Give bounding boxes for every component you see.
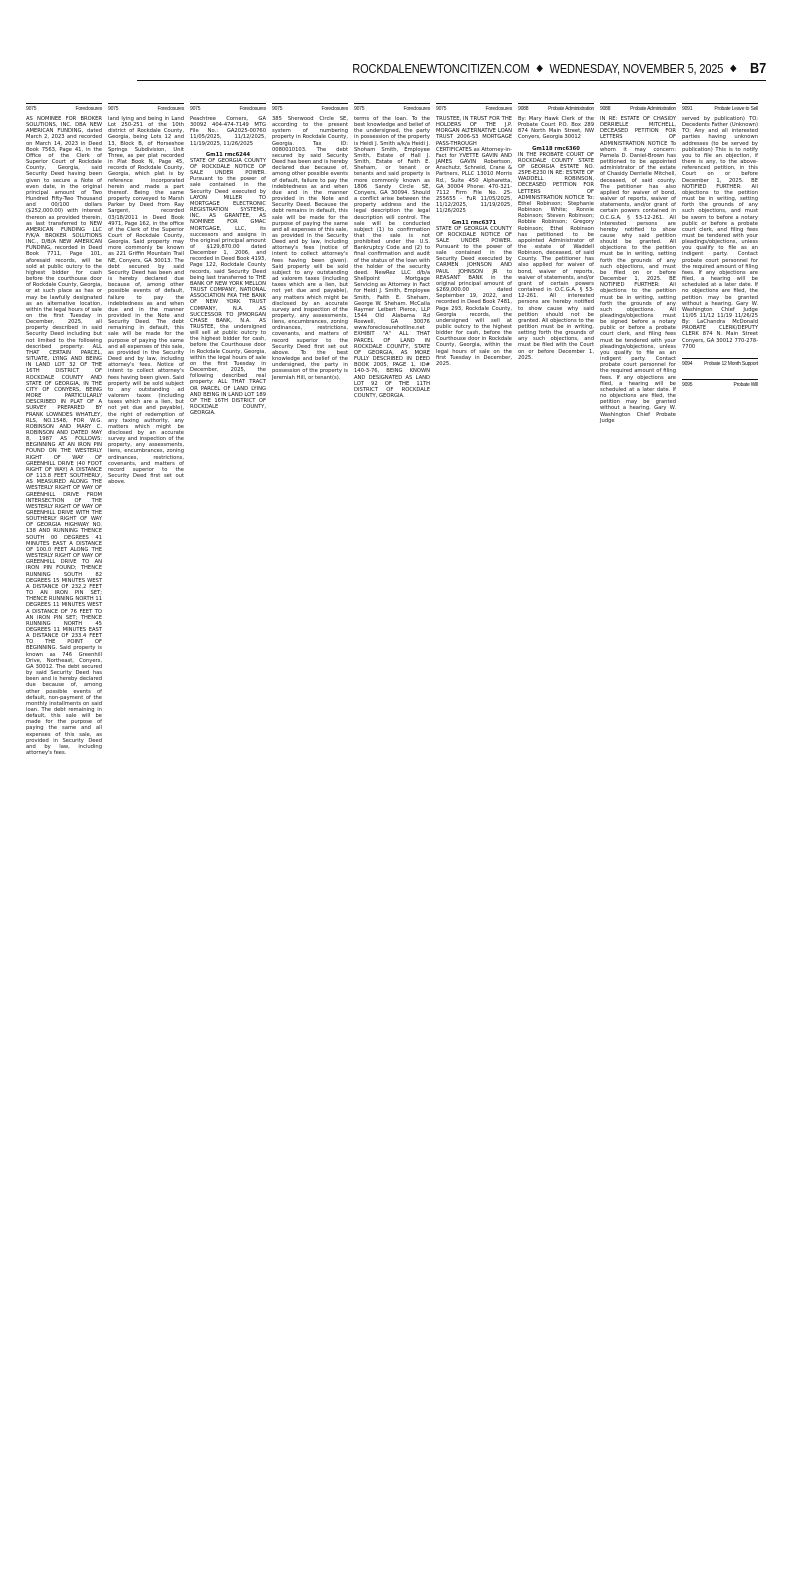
legal-notices-columns xyxy=(26,103,766,756)
section-code: 9075 xyxy=(190,106,201,112)
notice-column xyxy=(682,103,758,756)
notice-text: By: Mary Hawk Clerk of the Probate Court P.O. Box 289 874 North Main Street, NW Conyers, Georgia 30012 xyxy=(518,116,594,141)
section-category: Probate Leave to Sell xyxy=(714,106,758,112)
section-code: 9088 xyxy=(600,106,611,112)
section-category: Foreclosures xyxy=(239,106,266,112)
notice-column xyxy=(354,103,430,756)
section-header xyxy=(436,103,512,116)
section-code: 9094 xyxy=(682,360,693,367)
site-name: ROCKDALENEWTONCITIZEN.COM xyxy=(352,60,530,76)
page-number: B7 xyxy=(750,59,766,77)
section-header xyxy=(682,358,758,371)
notice-text: STATE OF GEORGIA COUNTY OF ROCKDALE NOTICE OF SALE UNDER POWER. Pursuant to the power of sale contained in the Security Deed executed by LAYON MILLER TO MORTGAGE ELECTRONIC REGISTRATION SYSTEMS, INC. AS GRANTEE, AS NOMINEE FOR GMAC MORTGAGE, LLC, its successors and assigns in the original principal amount of $129,870.00 dated December 1, 2006, and recorded in Deed Book 4193, Page 122, Rockdale County records, said Security Deed being last transferred to THE BANK OF NEW YORK MELLON TRUST COMPANY, NATIONAL ASSOCIATION FKA THE BANK OF NEW YORK TRUST COMPANY, N.A. AS SUCCESSOR TO JPMORGAN CHASE BANK, N.A. AS TRUSTEE, the undersigned will sell at public outcry to the highest bidder for cash, before the Courthouse door in Rockdale County, Georgia, within the legal hours of sale on the first Tuesday in December, 2025, the following described real property: ALL THAT TRACT OR PARCEL OF LAND LYING AND BEING IN LAND LOT 189 OF THE 16TH DISTRICT OF ROCKDALE COUNTY, GEORGIA. xyxy=(190,157,266,417)
notice-column xyxy=(436,103,512,756)
notice-text: STATE OF GEORGIA COUNTY OF ROCKDALE NOTICE OF SALE UNDER POWER. Pursuant to the power of sale contained in the Security Deed executed by CARMEN JOHNSON AND PAUL JOHNSON JR to REASANT BANK in the original principal amount of $269,000.00 dated September 19, 2022, and recorded in Deed Book 7481, Page 293, Rockdale County, Georgia records, the undersigned will sell at public outcry to the highest bidder for cash, before the Courthouse door in Rockdale County, Georgia, within the legal hours of sale on the first Tuesday in December, 2025. xyxy=(436,225,512,367)
section-header xyxy=(682,379,758,392)
section-header xyxy=(272,103,348,116)
section-header xyxy=(600,103,676,116)
notice-column xyxy=(190,103,266,756)
notice-text: IN THE PROBATE COURT OF ROCKDALE COUNTY STATE OF GEORGIA ESTATE NO. 25PE-E230 IN RE: ESTATE OF WADDELL ROBINSON, DECEASED PETITION FOR LETTERS OF ADMINISTRATION NOTICE To: Ethel Robinson; Stephanie Robinson White; Ronnie Robinson; Steven Robinson; Robbie Robinson; Gregory Robinson; Ethel Robinson has petitioned to be appointed Administrator of the estate of Waddell Robinson, deceased, of said County. The petitioner has also applied for waiver of bond, waiver of reports, waiver of statements, and/or grant of certain powers contained in O.C.G.A. § 53-12-261. All interested persons are hereby notified to show cause why said petition should not be granted. All objections to the petition must be in writing, setting forth the grounds of any such objections, and must be filed with the Court on or before December 1, 2025. xyxy=(518,151,594,361)
section-header xyxy=(190,103,266,116)
section-code: 9075 xyxy=(354,106,365,112)
notice-id: Gm11 rmc6371 xyxy=(451,219,497,226)
notice-text: 385 Sherwood Circle SE, according to the present system of numbering property in Rockdale County, Georgia. Tax ID: 0080010103. The debt secured by said Security Deed has been and is hereby declared due because of, among other possible events of default, failure to pay the indebtedness as and when due and in the manner provided in the Note and Security Deed. Because the debt remains in default, this sale will be made for the purpose of paying the same and all expenses of this sale, as provided in the Security Deed and by law, including attorney's fees (notice of intent to collect attorney's fees having been given). Said property will be sold subject to any outstanding ad valorem taxes (including taxes which are a lien, but not yet due and payable), any matters which might be disclosed by an accurate survey and inspection of the property, any assessments, liens, encumbrances, zoning ordinances, restrictions, covenants, and matters of record superior to the Security Deed first set out above. To the best knowledge and belief of the undersigned, the party in possession of the property is Jeremiah Hill, or tenant(s). xyxy=(272,116,349,381)
notice-text: served by publication) TO: Decedents Father (Unknown) TO: Any and all interested parties having unknown addresses (to be served by publication) This is to notify you to file an objection, if there is any, to the above-referenced petition, in this Court on or before December 1, 2025. BE NOTIFIED FURTHER: All objections to the petition must be in writing, setting forth the grounds of any such objections, and must be sworn to before a notary public or before a probate court clerk, and filing fees must be tendered with your pleadings/objections, unless you qualify to file as an indigent party. Contact probate court personnel for the required amount of filing fees. If any objections are filed, a hearing will be scheduled at a later date. If no objections are filed, the petition may be granted without a hearing. Gary W. Washington Chief Judge 11/05 11/12 11/19 11/26/25 By: LaChandra McDonald PROBATE CLERK/DEPUTY CLERK 874 N. Main Street Conyers, GA 30012 770-278-7700 xyxy=(682,116,758,350)
section-code: 9075 xyxy=(26,106,37,112)
section-header xyxy=(108,103,184,116)
notice-column xyxy=(518,103,594,756)
section-category: Foreclosures xyxy=(485,106,512,112)
issue-date: WEDNESDAY, NOVEMBER 5, 2025 xyxy=(549,60,724,76)
diamond-icon: ◆ xyxy=(730,62,737,74)
section-code: 9075 xyxy=(272,106,283,112)
section-code: 9088 xyxy=(518,106,529,112)
section-code: 9091 xyxy=(682,106,693,112)
section-category: Foreclosures xyxy=(157,106,184,112)
section-code: 9075 xyxy=(436,106,447,112)
notice-id: Gm11 rmc6244 xyxy=(205,151,251,158)
notice-column xyxy=(272,103,348,756)
section-code: 9095 xyxy=(682,381,693,388)
section-category: Probate 12 Month Support xyxy=(704,360,758,367)
notice-column xyxy=(600,103,676,756)
section-category: Probate Will xyxy=(733,381,758,388)
diamond-icon: ◆ xyxy=(536,62,543,74)
notice-text: AS NOMINEE FOR BROKER SOLUTIONS, INC. DBA NEW AMERICAN FUNDING, dated March 2, 2023 and recorded on March 14, 2023 in Deed Book 7563, Page 41, in the Office of the Clerk of Superior Court of Rockdale County, Georgia, said Security Deed having been given to secure a Note of even date, in the original principal amount of Two Hundred Fifty-Two Thousand and 00/100 dollars ($252,000.00) with interest thereon as provided therein, as last transferred to NEW AMERICAN FUNDING LLC F/K/A BROKER SOLUTIONS INC., D/B/A NEW AMERICAN FUNDING, recorded in Deed Book 7711, Page 101, aforesaid records, will be sold at public outcry to the highest bidder for cash before the courthouse door of Rockdale County, Georgia, or at such place as has or may be lawfully designated as an alternative location, within the legal hours of sale on the first Tuesday in December, 2025, all property described in said Security Deed including but not limited to the following described property: ALL THAT CERTAIN PARCEL, SITUATE, LYING AND BEING IN LAND LOT 32 OF THE 16TH DISTRICT OF ROCKDALE COUNTY AND STATE OF GEORGIA, IN THE CITY OF CONYERS, BEING MORE PARTICULARLY DESCRIBED IN PLAT OF A SURVEY PREPARED BY FRANK LOWNDES WHATLEY, RLS, NO.1548, FOR W.G. ROBINSON AND MARY C. ROBINSON AND DATED MAY 8, 1987 AS FOLLOWS: BEGINNING AT AN IRON PIN FOUND ON THE WESTERLY RIGHT OF WAY OF GREENHILL DRIVE (40 FOOT RIGHT OF WAY) A DISTANCE OF 113.8 FEET SOUTHERLY, AS MEASURED ALONG THE WESTERLY RIGHT OF WAY OF GREENHILL DRIVE FROM INTERSECTION OF THE WESTERLY RIGHT OF WAY OF GREENHILL DRIVE WITH THE SOUTHERLY RIGHT OF WAY OF GEORGIA HIGHWAY NO. 138 AND RUNNING THENCE SOUTH 00 DEGREES 41 MINUTES EAST A DISTANCE OF 100.0 FEET ALONG THE WESTERLY RIGHT OF WAY OF GREENHILL DRIVE TO AN IRON PIN FOUND; THENCE RUNNING SOUTH 82 DEGREES 15 MINUTES WEST A DISTANCE OF 232.2 FEET TO AN IRON PIN SET; THENCE RUNNING NORTH 11 DEGREES 11 MINUTES WEST A DISTANCE OF 76 FEET TO AN IRON PIN SET; THENCE RUNNING NORTH 45 DEGREES 11 MINUTES EAST A DISTANCE OF 233.4 FEET TO THE POINT OF BEGINNING. Said property is known as 746 Greenhill Drive, Northeast, Conyers, GA 30012. The debt secured by said Security Deed has been and is hereby declared due because of, among other possible events of default, non-payment of the monthly installments on said loan. The debt remaining in default, this sale will be made for the purpose of paying the same and all expenses of this sale, as provided in Security Deed and by law, including attorney's fees. xyxy=(26,116,102,757)
notice-text: TRUSTEE, IN TRUST FOR THE HOLDERS OF THE J.P. MORGAN ALTERNATIVE LOAN TRUST 2006-S3 MORTGAGE PASS-THROUGH CERTIFICATES as Attorney-in-Fact for YVETTE GAVIN AND JAMES GAVIN Robertson, Anschutz, Schneid, Crane & Partners, PLLC 13010 Morris Rd., Suite 450 Alpharetta, GA 30004 Phone: 470-321-7112 Firm File No. 25-255655 - FuR 11/05/2025, 11/12/2025, 11/19/2025, 11/26/2025 xyxy=(436,116,512,215)
section-code: 9075 xyxy=(108,106,119,112)
section-category: Foreclosures xyxy=(403,106,430,112)
notice-text: Peachtree Corners, GA 30092 404-474-7149 MTG File No.: GA2025-00760 11/05/2025, 11/12/2025, 11/19/2025, 11/26/2025 xyxy=(190,116,266,147)
notice-text: terms of the loan. To the best knowledge and belief of the undersigned, the party in possession of the property is Heidi J. Smith a/k/a Heidi J. Shoham Smith, Employee Smith, Estate of Hall J. Smith, Estate of Faith E. Sheham, or tenant or tenants and said property is more commonly known as 1806 Sandy Circle SE, Conyers, GA 30094. Should a conflict arise between the property address and the legal description the legal description will control. The sale will be conducted subject (1) to confirmation that the sale is not prohibited under the U.S. Bankruptcy Code and (2) to final confirmation and audit of the status of the loan with the holder of the security deed. NewRez LLC d/b/a Shellpoint Mortgage Servicing as Attorney in Fact for Heidi J. Smith, Employee Smith, Faith E. Sheham, George W. Sheham. McCalla Raymer Leibert Pierce, LLP 1544 Old Alabama Rd Roswell, GA 30076 www.foreclosurehotline.net EXHIBIT "A" ALL THAT PARCEL OF LAND IN ROCKDALE COUNTY, STATE OF GEORGIA, AS MORE FULLY DESCRIBED IN DEED BOOK 2005, PAGE 1, ID# 140-3-76, BEING KNOWN AND DESIGNATED AS LAND LOT 92 OF THE 11TH DISTRICT OF ROCKDALE COUNTY, GEORGIA. xyxy=(354,116,430,400)
masthead xyxy=(137,56,766,81)
notice-column xyxy=(26,103,102,756)
section-category: Foreclosures xyxy=(75,106,102,112)
notice-text: land lying and being in Land Lot 250-251 of the 10th district of Rockdale County, Georgia, being Lots 12 and 13, Block B, of Horseshoe Springs Subdivision, Unit Three, as per plat recorded in Plat Book N, Page 45, records of Rockdale County, Georgia, which plat is by reference incorporated herein and made a part thereof. Being the same property conveyed to Marsh Parker by Deed from Ray Sargent, recorded 03/18/2011 in Deed Book 4971, Page 162, in the office of the Clerk of the Superior Court of Rockdale County, Georgia. Said property may more commonly be known as 221 Griffin Mountain Trail NE, Conyers, GA 30013. The debt secured by said Security Deed has been and is hereby declared due because of, among other possible events of default, failure to pay the indebtedness as and when due and in the manner provided in the Note and Security Deed. The debt remaining in default, this sale will be made for the purpose of paying the same and all expenses of this sale, as provided in the Security Deed and by law, including attorney's fees. Notice of intent to collect attorney's fees having been given. Said property will be sold subject to any outstanding ad valorem taxes (including taxes which are a lien, but not yet due and payable), the right of redemption of any taxing authority, any matters which might be disclosed by an accurate survey and inspection of the property, any assessments, liens, encumbrances, zoning ordinances, restrictions, covenants, and matters of record superior to the Security Deed first set out above. xyxy=(108,116,184,486)
section-category: Probate Administration xyxy=(548,106,594,112)
section-header xyxy=(518,103,594,116)
section-category: Probate Administration xyxy=(630,106,676,112)
section-category: Foreclosures xyxy=(321,106,348,112)
section-header xyxy=(354,103,430,116)
notice-column xyxy=(108,103,184,756)
section-header xyxy=(26,103,102,116)
notice-text: IN RE: ESTATE OF CHASIDY DERRIELLE MITCHELL, DECEASED PETITION FOR LETTERS OF ADMINISTRATION NOTICE To whom it may concern: Pamela D. Daniel-Brown has petitioned to be appointed administrator of the estate of Chasidy Derrielle Mitchell, deceased, of said county. The petitioner has also applied for waiver of bond, waiver of reports, waiver of statements, and/or grant of certain powers contained in O.C.G.A. § 53-12-261. All interested persons are hereby notified to show cause why said petition should be granted. All objections to the petition must be in writing, setting forth the grounds of any such objections, and must be filed on or before December 1, 2025. BE NOTIFIED FURTHER: All objections to the petition must be in writing, setting forth the grounds of any such objections. All pleadings/objections must be signed before a notary public or before a probate court clerk, and filing fees must be tendered with your pleadings/objections, unless you qualify to file as an indigent party. Contact probate court personnel for the required amount of filing fees. If any objections are filed, a hearing will be scheduled at a later date. If no objections are filed, the petition may be granted without a hearing. Gary W. Washington Chief Probate Judge xyxy=(600,116,676,424)
notice-id: Gm118 rmc6360 xyxy=(532,145,580,152)
section-header xyxy=(682,103,758,116)
